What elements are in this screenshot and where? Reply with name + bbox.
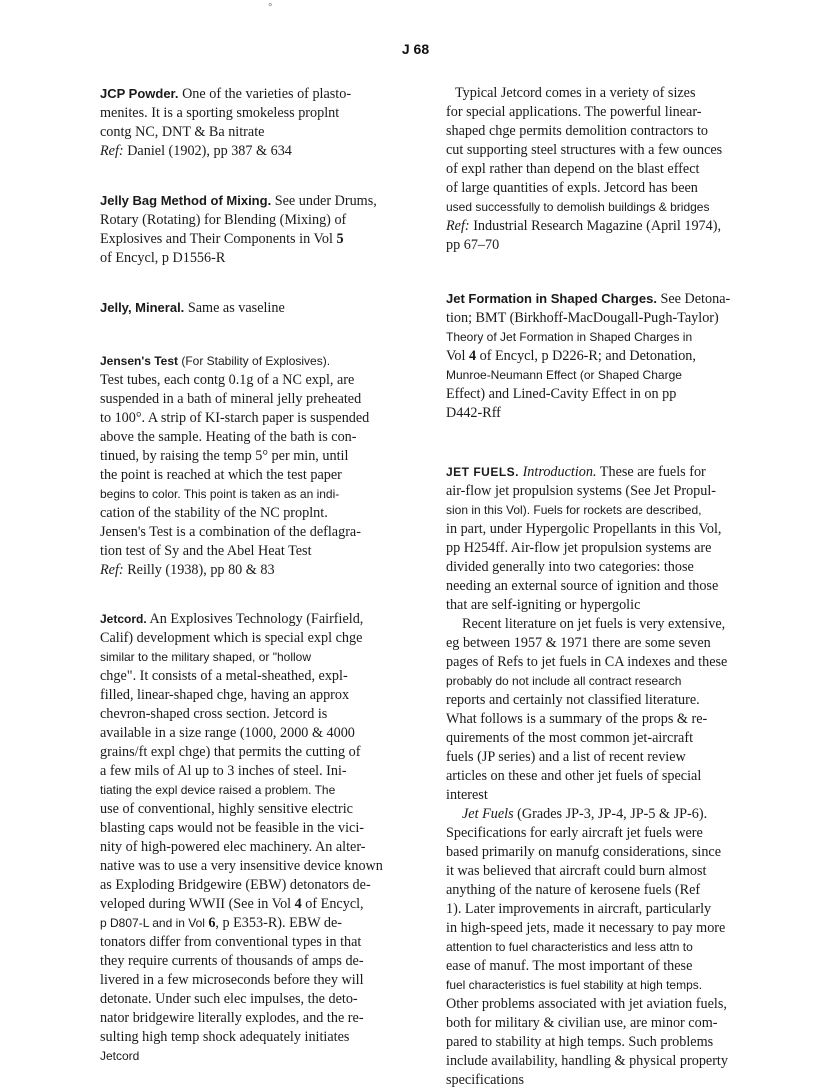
entry-title: Jet Formation in Shaped Charges. (446, 291, 657, 306)
entry-text: 1). Later improvements in aircraft, particularly (446, 901, 712, 917)
entry-text: native was to use a very insensitive device known (100, 858, 383, 874)
entry-text: eg between 1957 & 1971 there are some seven (446, 635, 711, 651)
entry-jelly-mineral (100, 298, 410, 318)
entry-subtitle: Introduction. (519, 464, 597, 480)
page-number: J 68 (401, 41, 430, 57)
entry-text: nator bridgewire literally explodes, and the re- (100, 1010, 364, 1026)
entry-jetcord (100, 610, 410, 1066)
volume-number: 4 (469, 348, 477, 364)
entry-text: similar to the military shaped, or "hollow (100, 650, 312, 664)
entry-text: chevron-shaped cross section. Jetcord is (100, 706, 328, 722)
entry-text: Same as vaseline (184, 300, 285, 316)
entry-text: in high-speed jets, made it necessary to pay more (446, 920, 726, 936)
entry-text: reports and certainly not classified literature. (446, 692, 700, 708)
entry-text: shaped chge permits demolition contractors to (446, 123, 709, 139)
entry-text: a few mils of Al up to 3 inches of steel. Ini- (100, 763, 347, 779)
entry-text: fuel characteristics is fuel stability at high temps. (446, 978, 703, 992)
entry-text: the point is reached at which the test paper (100, 467, 342, 483)
entry-text: Theory of Jet Formation in Shaped Charges in (446, 330, 693, 344)
entry-text: probably do not include all contract research (446, 674, 682, 688)
entry-title: JET FUELS. (446, 465, 520, 479)
ref-text: pp 67–70 (446, 237, 500, 253)
entry-text: air-flow jet propulsion systems (See Jet Propul- (446, 483, 717, 499)
entry-text: they require currents of thousands of amps de- (100, 953, 364, 969)
entry-text: attention to fuel characteristics and less attn to (446, 940, 693, 954)
ref-label: Ref: (446, 218, 470, 234)
entry-text: Test tubes, each contg 0.1g of a NC expl, are (100, 372, 355, 388)
entry-text: (For Stability of Explosives). (178, 354, 331, 368)
entry-title: Jetcord. (100, 612, 147, 626)
entry-text: p D807-L and in Vol (100, 916, 209, 930)
entry-title: Jelly Bag Method of Mixing. (100, 193, 272, 208)
ref-text: Industrial Research Magazine (April 1974), (469, 218, 721, 234)
entry-text: Vol (446, 348, 469, 364)
volume-number: 6 (208, 915, 216, 931)
entry-text: tinued, by raising the temp 5° per min, until (100, 448, 349, 464)
entry-text: divided generally into two categories: those (446, 559, 694, 575)
entry-text: cation of the stability of the NC proplnt. (100, 505, 328, 521)
entry-text: One of the varieties of plasto- (178, 86, 352, 102)
entry-text: tonators differ from conventional types in that (100, 934, 362, 950)
entry-jcp-powder (100, 84, 410, 161)
entry-text: quirements of the most common jet-aircraft (446, 730, 694, 746)
entry-text: articles on these and other jet fuels of special (446, 768, 702, 784)
entry-text: of Encycl, p D1556-R (100, 250, 226, 266)
entry-text: begins to color. This point is taken as an indi- (100, 487, 340, 501)
entry-text: chge". It consists of a metal-sheathed, expl- (100, 668, 348, 684)
entry-title: Jensen's Test (100, 354, 178, 368)
entry-text: available in a size range (1000, 2000 & 4000 (100, 725, 355, 741)
entry-title: JCP Powder. (100, 86, 179, 101)
entry-text: livered in a few microseconds before they will (100, 972, 364, 988)
entry-text: of large quantities of expls. Jetcord has been (446, 180, 698, 196)
entry-text: Specifications for early aircraft jet fuels were (446, 825, 703, 841)
ref-label: Ref: (100, 562, 124, 578)
entry-text: of expl rather than depend on the blast effect (446, 161, 700, 177)
entry-text: Rotary (Rotating) for Blending (Mixing) of (100, 212, 347, 228)
entry-text: ease of manuf. The most important of these (446, 958, 693, 974)
entry-text: in part, under Hypergolic Propellants in this Vol, (446, 521, 722, 537)
entry-text: cut supporting steel structures with a few ounces (446, 142, 723, 158)
entry-text: both for military & civilian use, are minor com- (446, 1015, 718, 1031)
entry-text: interest (446, 787, 488, 803)
entry-text: See Detona- (656, 291, 731, 307)
volume-number: 5 (336, 231, 344, 247)
entry-text: sion in this Vol). Fuels for rockets are described, (446, 503, 702, 517)
entry-text: Explosives and Their Components in Vol (100, 231, 337, 247)
entry-text: sulting high temp shock adequately initiates (100, 1029, 350, 1045)
entry-text: it was believed that aircraft could burn almost (446, 863, 707, 879)
entry-text: pared to stability at high temps. Such problems (446, 1034, 714, 1050)
entry-jet-fuels (446, 463, 781, 1090)
entry-text: that are self-igniting or hypergolic (446, 597, 641, 613)
entry-text: tion; BMT (Birkhoff-MacDougall-Pugh-Taylor) (446, 310, 719, 326)
entry-jelly-bag (100, 191, 410, 268)
entry-text: suspended in a bath of mineral jelly preheated (100, 391, 362, 407)
entry-text: for special applications. The powerful linear- (446, 104, 702, 120)
entry-text: (Grades JP-3, JP-4, JP-5 & JP-6). (513, 806, 708, 822)
entry-text: An Explosives Technology (Fairfield, (146, 611, 364, 627)
entry-text: veloped during WWII (See in Vol (100, 896, 295, 912)
entry-text: Typical Jetcord comes in a veriety of sizes (455, 85, 696, 101)
top-mark: ° (268, 2, 273, 14)
entry-jet-formation (446, 289, 781, 423)
entry-text: of Encycl, p D226-R; and Detonation, (476, 348, 696, 364)
entry-text: used successfully to demolish buildings & bridges (446, 200, 710, 214)
entry-text: tiating the expl device raised a problem. The (100, 783, 336, 797)
entry-text: include availability, handling & physical property (446, 1053, 728, 1069)
entry-text: What follows is a summary of the props & re- (446, 711, 708, 727)
entry-text: Calif) development which is special expl chge (100, 630, 363, 646)
entry-text: Jetcord (100, 1049, 140, 1063)
entry-text: These are fuels for (596, 464, 706, 480)
entry-text: needing an external source of ignition and those (446, 578, 719, 594)
entry-text: menites. It is a sporting smokeless proplnt (100, 105, 340, 121)
entry-text: of Encycl, (301, 896, 364, 912)
entry-text: See under Drums, (271, 193, 377, 209)
entry-text: Recent literature on jet fuels is very extensive, (462, 616, 726, 632)
entry-text: blasting caps would not be feasible in the vici- (100, 820, 364, 836)
entry-text: grains/ft expl chge) that permits the cutting of (100, 744, 361, 760)
entry-text: filled, linear-shaped chge, having an approx (100, 687, 350, 703)
entry-text: Munroe-Neumann Effect (or Shaped Charge (446, 368, 682, 382)
ref-text: Daniel (1902), pp 387 & 634 (123, 143, 292, 159)
entry-text: based primarily on manufg considerations, since (446, 844, 722, 860)
ref-label: Ref: (100, 143, 124, 159)
entry-text: specifications (446, 1072, 525, 1088)
entry-text: to 100°. A strip of KI-starch paper is suspended (100, 410, 370, 426)
volume-number: 4 (294, 896, 302, 912)
entry-text: detonate. Under such elec impulses, the deto- (100, 991, 358, 1007)
entry-jensens-test (100, 352, 410, 580)
ref-text: Reilly (1938), pp 80 & 83 (123, 562, 275, 578)
right-column (446, 84, 781, 1090)
entry-text: D442-Rff (446, 405, 501, 421)
entry-title: Jelly, Mineral. (100, 300, 185, 315)
entry-text: fuels (JP series) and a list of recent review (446, 749, 686, 765)
entry-text: tion test of Sy and the Abel Heat Test (100, 543, 312, 559)
entry-text: contg NC, DNT & Ba nitrate (100, 124, 265, 140)
entry-text: Effect) and Lined-Cavity Effect in on pp (446, 386, 677, 402)
entry-text: above the sample. Heating of the bath is con- (100, 429, 357, 445)
entry-text: as Exploding Bridgewire (EBW) detonators de- (100, 877, 371, 893)
entry-text: pp H254ff. Air-flow jet propulsion systems are (446, 540, 712, 556)
subsection-title: Jet Fuels (462, 806, 514, 822)
entry-text: pages of Refs to jet fuels in CA indexes and these (446, 654, 728, 670)
entry-text: , p E353-R). EBW de- (215, 915, 343, 931)
entry-text: anything of the nature of kerosene fuels (Ref (446, 882, 701, 898)
entry-text: nity of high-powered elec machinery. An alter- (100, 839, 366, 855)
entry-text: use of conventional, highly sensitive electric (100, 801, 353, 817)
entry-jetcord-continued (446, 84, 781, 255)
left-column (100, 84, 410, 1066)
entry-text: Jensen's Test is a combination of the deflagra- (100, 524, 361, 540)
entry-text: Other problems associated with jet aviation fuels, (446, 996, 727, 1012)
